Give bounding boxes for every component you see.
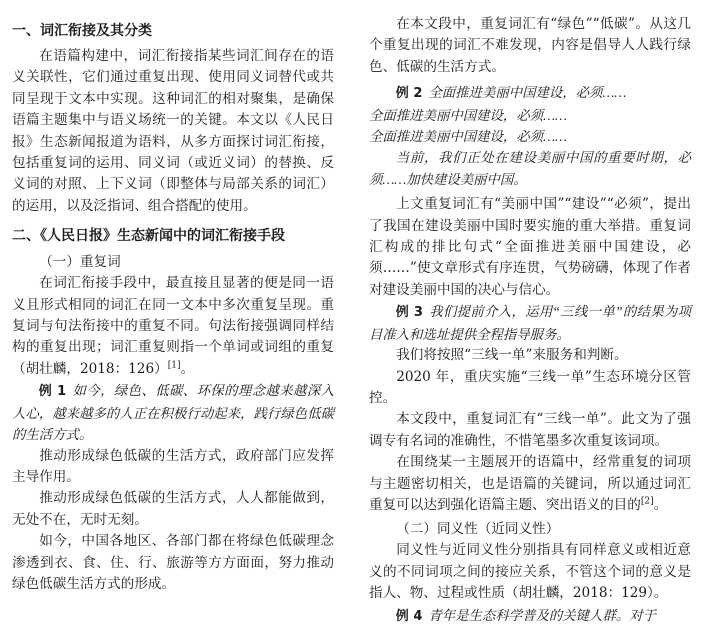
paragraph: 在语篇构建中，词汇衔接指某些词汇间存在的语义关联性，它们通过重复出现、使用同义词替代或共同呈现于文本中实现。这种词汇的相对聚集，是确保语篇主题集中与语义场统一的关键。本文以《人民日报》生态新闻报道为语料，从多方面探讨词汇衔接，包括重复词的运用、同义词（或近义词）的替换、反义词的对照、上下义词（即整体与局部关系的词汇）的运用，以及泛指词、组合搭配的使用。	[12, 48, 334, 214]
paragraph: 如今，中国各地区、各部门都在将绿色低碳理念渗透到衣、食、住、行、旅游等方方面面，努力推动绿色低碳生活方式的形成。	[12, 533, 334, 592]
example-label: 例 3	[395, 305, 423, 321]
paragraph: 推动形成绿色低碳的生活方式，政府部门应发挥主导作用。	[12, 447, 334, 485]
example-line: 当前，我们正处在建设美丽中国的重要时期，必须……加快建设美丽中国。	[369, 150, 691, 187]
paragraph-end: 。	[180, 360, 195, 377]
example-label: 例 4	[395, 608, 423, 624]
section-heading-2: 二、《人民日报》生态新闻中的词汇衔接手段	[12, 228, 285, 245]
subsection-heading-synonymy: （二）同义性（近同义性）	[396, 521, 560, 538]
example-text: 青年是生态科学普及的关键人群。对于	[428, 607, 657, 623]
paragraph: 我们将按照“三线一单”来服务和判断。	[396, 347, 628, 364]
paragraph	[12, 273, 334, 380]
citation-ref-2: [2]	[640, 496, 654, 507]
subsection-heading-repetition: （一）重复词	[39, 254, 121, 271]
example-3	[369, 301, 691, 345]
example-label: 例 1	[38, 384, 67, 400]
example-text: 如今，绿色、低碳、环保的理念越来越深入人心，越来越多的人正在积极行动起来，践行绿色低碳的生活方式。	[12, 383, 334, 443]
citation-ref-1: [1]	[167, 360, 181, 371]
paragraph: 本文段中，重复词汇有“三线一单”。此文为了强调专有名词的准确性，不惜笔墨多次重复该词项。	[369, 411, 691, 449]
example-1	[12, 380, 334, 445]
example-line: 全面推进美丽中国建设，必须……	[369, 129, 567, 145]
left-column	[12, 14, 334, 595]
paragraph-text: 在词汇衔接手段中，最直接且显著的便是同一语义且形式相同的词汇在同一文本中多次重复呈现。重复词与句法衔接中的重复不同。句法衔接强调同样结构的重复出现；词汇重复则指一个单词或词组的重复（胡壮麟，2018：126）	[12, 275, 334, 377]
paragraph	[369, 452, 691, 516]
example-text: 我们提前介入，运用“三线一单”的结果为项目准入和选址提供全程指导服务。	[369, 304, 691, 342]
example-line: 全面推进美丽中国建设，必须……	[428, 85, 627, 101]
section-heading-1: 一、词汇衔接及其分类	[12, 23, 152, 39]
example-4	[369, 605, 691, 627]
example-2	[369, 82, 691, 104]
paragraph-end: 。	[653, 496, 668, 513]
paragraph-text: 在围绕某一主题展开的语篇中，经常重复的词项与主题密切相关，也是语篇的关键词，所以通过词汇重复可以达到强化语篇主题、突出语义的目的	[369, 454, 691, 513]
right-column	[369, 14, 691, 627]
paragraph: 2020 年，重庆实施“三线一单”生态环境分区管控。	[369, 368, 691, 406]
paragraph: 上文重复词汇有“美丽中国”“建设”“必须”，提出了我国在建设美丽中国时要实施的重大举措。重复词汇构成的排比句式“全面推进美丽中国建设，必须……”使文章形式有序连贯，气势磅礴，体现了作者对建设美丽中国的决心与信心。	[369, 196, 691, 298]
paragraph: 同义性与近同义性分别指具有同样意义或相近意义的不同词项之间的接应关系，不管这个词的意义是指人、物、过程或性质（胡壮麟，2018：129）。	[369, 542, 691, 602]
example-label: 例 2	[395, 86, 423, 102]
example-line: 全面推进美丽中国建设，必须……	[369, 107, 567, 123]
paragraph: 推动形成绿色低碳的生活方式，人人都能做到，无处不在，无时无刻。	[12, 490, 334, 528]
paragraph: 在本文段中，重复词汇有“绿色”“低碳”。从这几个重复出现的词汇不难发现，内容是倡导人人践行绿色、低碳的生活方式。	[369, 16, 691, 75]
